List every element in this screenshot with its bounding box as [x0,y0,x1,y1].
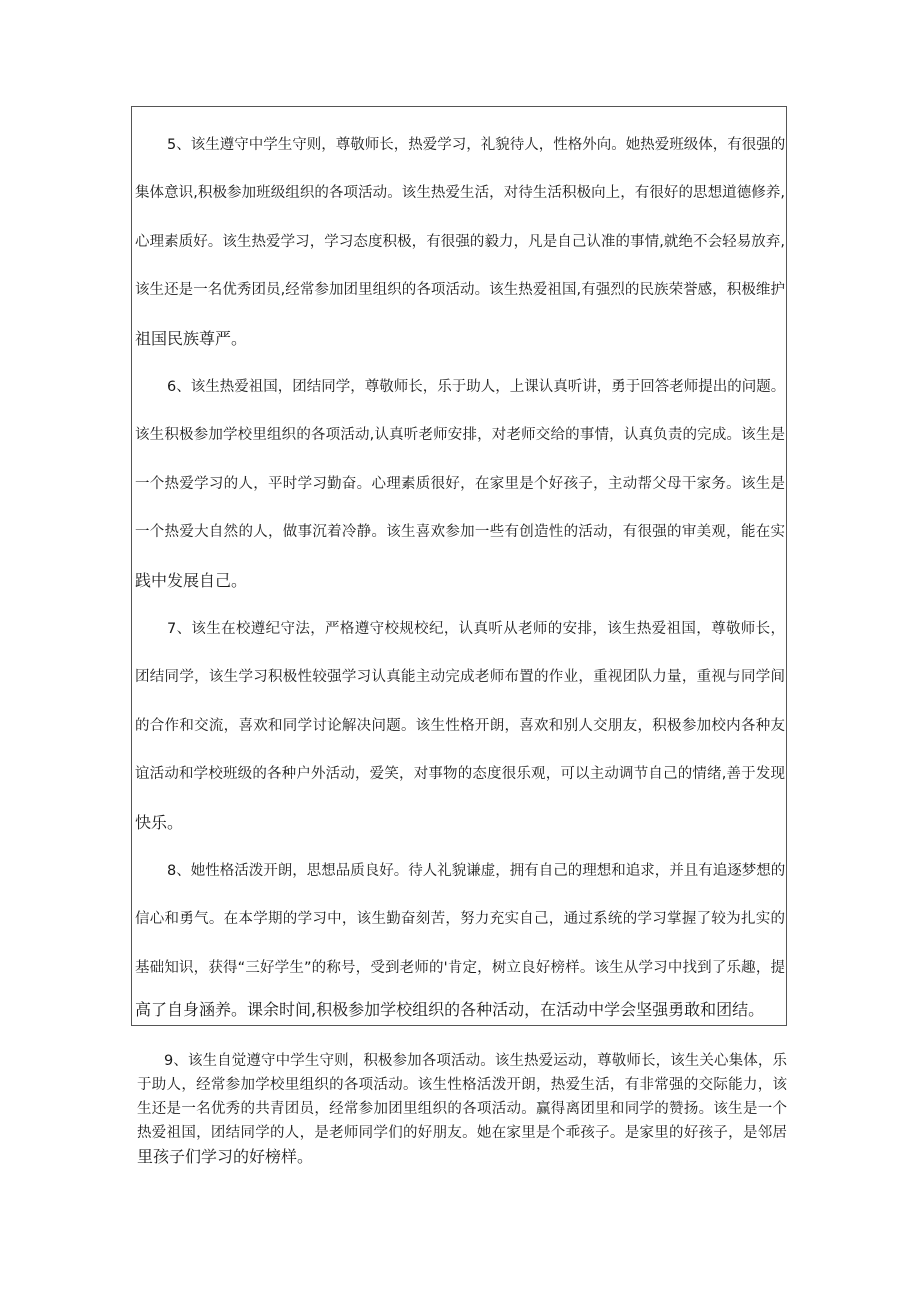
paragraph-5-line-5: 祖国民族尊严。 [135,329,248,348]
paragraph-6-line-3: 一个热爱学习的人，平时学习勤奋。心理素质很好，在家里是个好孩子，主动帮父母干家务。该生是 [135,476,785,492]
paragraph-9-line-2: 于助人，经常参加学校里组织的各项活动。该生性格活泼开朗，热爱生活，有非常强的交际能力，该 [137,1077,787,1093]
paragraph-9-line-1: 9、该生自觉遵守中学生守则，积极参加各项活动。该生热爱运动，尊敬师长，该生关心集体，乐 [164,1053,787,1069]
paragraph-6-line-2: 该生积极参加学校里组织的各项活动,认真听老师安排，对老师交给的事情，认真负责的完成。该生是 [135,427,785,443]
paragraph-7-line-5: 快乐。 [135,813,184,832]
paragraph-5-line-3: 心理素质好。该生热爱学习，学习态度积极，有很强的毅力，凡是自己认准的事情,就绝不会轻易放弃, [135,234,785,250]
paragraph-8-line-3: 基础知识，获得“三好学生”的称号，受到老师的'肯定，树立良好榜样。该生从学习中找到了乐趣，提 [135,960,785,976]
paragraph-7-line-3: 的合作和交流，喜欢和同学讨论解决问题。该生性格开朗，喜欢和别人交朋友，积极参加校内各种友 [135,718,785,734]
paragraph-6-line-5: 践中发展自己。 [135,571,248,590]
paragraph-6-line-1: 6、该生热爱祖国，团结同学，尊敬师长，乐于助人，上课认真听讲，勇于回答老师提出的问题。 [167,379,786,395]
paragraph-9-line-4: 热爱祖国，团结同学的人，是老师同学们的好朋友。她在家里是个乖孩子。是家里的好孩子，是邻居 [137,1125,787,1141]
paragraph-7-line-1: 7、该生在校遵纪守法，严格遵守校规校纪，认真听从老师的安排，该生热爱祖国，尊敬师长， [167,621,785,637]
paragraph-9-line-5: 里孩子们学习的好榜样。 [137,1147,314,1166]
bordered-text-box [131,106,787,1026]
paragraph-8-line-1: 8、她性格活泼开朗，思想品质良好。待人礼貌谦虚，拥有自己的理想和追求，并且有追逐梦想的 [167,863,786,879]
paragraph-8-line-2: 信心和勇气。在本学期的学习中，该生勤奋刻苦，努力充实自己，通过系统的学习掌握了较为扎实的 [135,911,785,927]
paragraph-8-line-4: 高了自身涵养。课余时间,积极参加学校组织的各种活动，在活动中学会坚强勇敢和团结。 [135,1000,765,1019]
paragraph-5-line-1: 5、该生遵守中学生守则，尊敬师长，热爱学习，礼貌待人，性格外向。她热爱班级体，有很强的 [167,137,786,153]
paragraph-9-line-3: 生还是一名优秀的共青团员，经常参加团里组织的各项活动。赢得离团里和同学的赞扬。该生是一个 [137,1101,787,1117]
paragraph-6-line-4: 一个热爱大自然的人，做事沉着冷静。该生喜欢参加一些有创造性的活动，有很强的审美观，能在实 [135,524,785,540]
paragraph-7-line-2: 团结同学，该生学习积极性较强学习认真能主动完成老师布置的作业，重视团队力量，重视与同学间 [135,669,785,685]
paragraph-5-line-4: 该生还是一名优秀团员,经常参加团里组织的各项活动。该生热爱祖国,有强烈的民族荣誉感，积极维护 [135,282,785,298]
paragraph-7-line-4: 谊活动和学校班级的各种户外活动，爱笑，对事物的态度很乐观，可以主动调节自己的情绪,善于发现 [135,766,785,782]
paragraph-5-line-2: 集体意识,积极参加班级组织的各项活动。该生热爱生活，对待生活积极向上，有很好的思想道德修养, [135,185,785,201]
